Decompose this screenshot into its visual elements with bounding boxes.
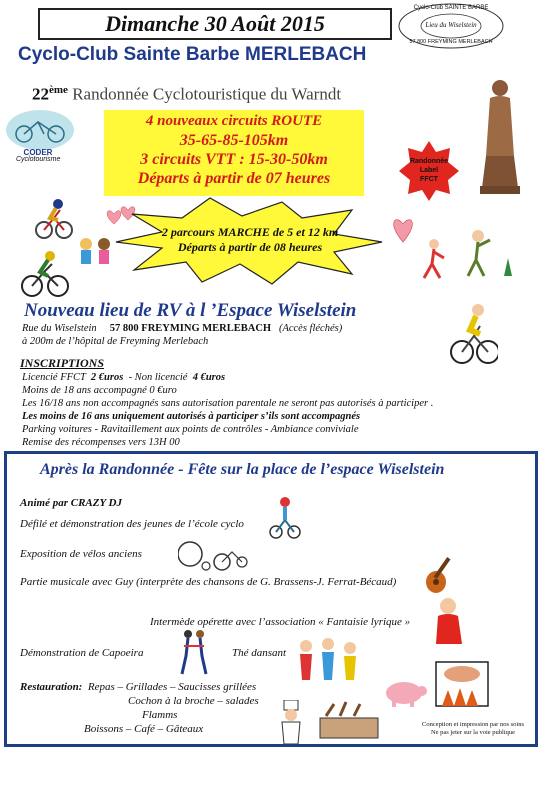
non-licence-price: 4 €uros xyxy=(192,372,226,383)
licence-label: Licencié FFCT xyxy=(22,372,86,383)
footer-note xyxy=(418,721,528,737)
capoeira-dancers-image xyxy=(178,628,210,681)
location-street: Rue du Wiselstein xyxy=(22,323,97,334)
inscriptions-heading: INSCRIPTIONS xyxy=(20,356,105,370)
footer-line2: Ne pas jeter sur la voie publique xyxy=(430,729,516,736)
vintage-bicycles-image xyxy=(178,536,248,577)
club-name: Cyclo-Club Sainte Barbe MERLEBACH xyxy=(18,44,367,65)
hiker-man-image xyxy=(456,228,516,285)
badge-line3: FFCT xyxy=(420,176,438,183)
resto-meals: Repas – Grillades – Saucisses grillées xyxy=(87,681,257,693)
stamp-line3: 57 800 FREYMING MERLEBACH xyxy=(409,39,493,45)
vtt-circuits: 3 circuits VTT : 15-30-50km xyxy=(140,151,328,168)
defile-line: Défilé et démonstration des jeunes de l’école cyclo xyxy=(20,518,244,530)
resto-pig: Cochon à la broche – salades xyxy=(128,695,259,707)
minor-authorization-rule: Les 16/18 ans non accompagnés sans autorisation parentale ne seront pas autorisés à participer . xyxy=(22,398,434,409)
badge-line2: Label xyxy=(419,167,439,174)
stamp-line1: Cyclo-Club SAINTE BARBE xyxy=(413,5,489,11)
mountain-biker-image xyxy=(20,250,70,303)
walking-departures: Départs à partir de 08 heures xyxy=(177,240,323,254)
resto-flamms: Flamms xyxy=(142,709,178,721)
expo-line: Exposition de vélos anciens xyxy=(20,548,142,560)
awards-time: Remise des récompenses vers 13H 00 xyxy=(22,437,180,448)
amenities: Parking voitures - Ravitaillement aux points de contrôles - Ambiance conviviale xyxy=(22,424,359,435)
coder-caption xyxy=(16,149,60,163)
rando-suffix: ème xyxy=(49,84,68,96)
ffct-label-badge xyxy=(398,140,460,202)
club-stamp xyxy=(396,2,506,50)
kid-cyclist-image xyxy=(268,496,302,545)
kids-walking-image xyxy=(76,236,116,275)
rotisserie-image xyxy=(432,658,494,715)
location-address xyxy=(22,322,342,335)
restauration-label: Restauration: xyxy=(20,681,83,693)
dj-line: Animé par CRAZY DJ xyxy=(20,497,122,509)
racing-cyclist-image xyxy=(34,196,74,245)
stamp-line2: Lieu du Wiselstein xyxy=(425,21,477,29)
licence-price: 2 €uros xyxy=(90,372,124,383)
under-16-rule: Les moins de 16 ans uniquement autorisés à participer s’ils sont accompagnés xyxy=(22,411,361,422)
guitar-image xyxy=(422,552,462,601)
badge-line1: Randonnée xyxy=(409,158,449,165)
the-dansant-line: Thé dansant xyxy=(232,647,287,659)
minor-rule: Moins de 18 ans accompagné 0 €uro xyxy=(22,385,177,396)
walking-text xyxy=(150,225,350,255)
location-note: (Accès fléchés) xyxy=(278,323,343,334)
non-licence-label: - Non licencié xyxy=(128,372,188,383)
opera-singer-image xyxy=(428,596,472,653)
bike-departures: Départs à partir de 07 heures xyxy=(137,170,331,187)
circuits-box xyxy=(104,110,364,196)
location-city: 57 800 FREYMING MERLEBACH xyxy=(109,323,272,334)
date-banner: Dimanche 30 Août 2015 xyxy=(38,8,392,40)
inscription-prices xyxy=(22,371,522,384)
coder-sub: Cyclotourisme xyxy=(16,156,61,163)
rando-title xyxy=(32,84,472,105)
musique-line: Partie musicale avec Guy (interprète des chansons de G. Brassens-J. Ferrat-Bécaud) xyxy=(20,576,397,588)
restauration-line xyxy=(20,681,256,693)
rando-number: 22 xyxy=(32,84,49,104)
walking-routes: 2 parcours MARCHE de 5 et 12 km xyxy=(161,225,339,239)
road-circuits-title: 4 nouveaux circuits ROUTE xyxy=(145,113,323,129)
pig-image xyxy=(382,678,428,713)
grill-stand-image xyxy=(314,698,382,745)
resto-drinks: Boissons – Café – Gâteaux xyxy=(84,723,204,735)
coder-label: CODER xyxy=(23,148,53,157)
location-distance: à 200m de l’hôpital de Freyming Merlebach xyxy=(22,336,209,347)
rando-name: Randonnée Cyclotouristique du Warndt xyxy=(72,84,342,104)
capoeira-line: Démonstration de Capoeira xyxy=(20,647,144,659)
dancing-crowd-image xyxy=(294,636,364,693)
fete-title: Après la Randonnée - Fête sur la place de l’espace Wiselstein xyxy=(40,461,445,478)
hiker-woman-image xyxy=(414,238,454,287)
road-circuits-km: 35-65-85-105km xyxy=(179,132,289,149)
saint-barbe-statue-image xyxy=(478,76,522,196)
chef-image xyxy=(276,700,306,749)
new-location-title: Nouveau lieu de RV à l ’Espace Wiselstein xyxy=(24,300,357,321)
inscriptions-details xyxy=(22,371,522,449)
operette-line: Intermède opérette avec l’association « Fantaisie lyrique » xyxy=(150,616,411,628)
cyclist-yellow-jersey-image xyxy=(450,300,498,371)
footer-line1: Conception et impression par nos soins xyxy=(421,721,524,728)
